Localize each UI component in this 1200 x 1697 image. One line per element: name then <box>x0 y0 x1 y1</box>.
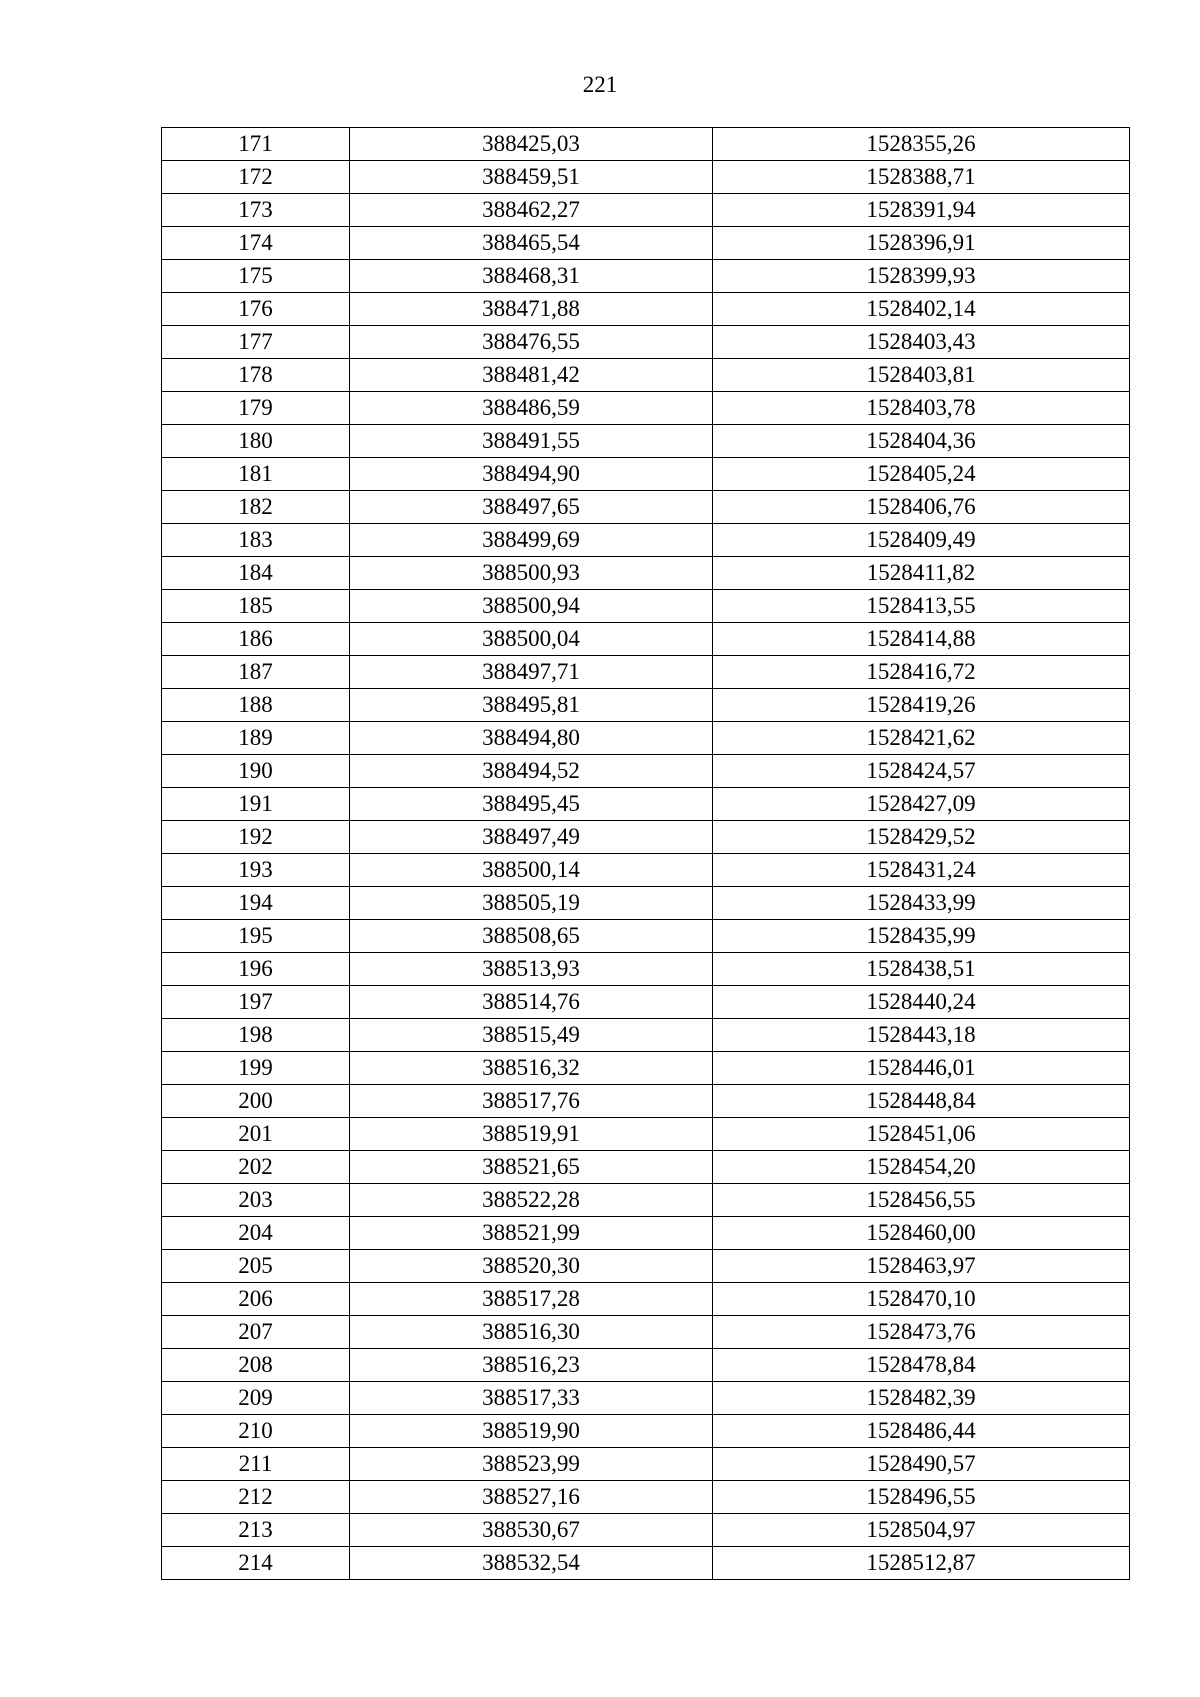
table-row <box>162 1316 1130 1349</box>
y-coordinate-cell: 1528424,57 <box>713 755 1130 788</box>
x-coordinate-cell: 388491,55 <box>350 425 713 458</box>
table-row <box>162 1118 1130 1151</box>
x-coordinate-cell: 388494,52 <box>350 755 713 788</box>
y-coordinate-cell: 1528435,99 <box>713 920 1130 953</box>
y-coordinate-cell: 1528454,20 <box>713 1151 1130 1184</box>
table-row <box>162 425 1130 458</box>
x-coordinate-cell: 388521,99 <box>350 1217 713 1250</box>
table-row <box>162 260 1130 293</box>
y-coordinate-cell: 1528396,91 <box>713 227 1130 260</box>
table-row <box>162 887 1130 920</box>
y-coordinate-cell: 1528421,62 <box>713 722 1130 755</box>
point-number-cell: 202 <box>162 1151 350 1184</box>
x-coordinate-cell: 388519,91 <box>350 1118 713 1151</box>
y-coordinate-cell: 1528406,76 <box>713 491 1130 524</box>
point-number-cell: 208 <box>162 1349 350 1382</box>
y-coordinate-cell: 1528512,87 <box>713 1547 1130 1580</box>
x-coordinate-cell: 388468,31 <box>350 260 713 293</box>
y-coordinate-cell: 1528404,36 <box>713 425 1130 458</box>
table-row <box>162 359 1130 392</box>
y-coordinate-cell: 1528478,84 <box>713 1349 1130 1382</box>
table-row <box>162 1085 1130 1118</box>
table-row <box>162 458 1130 491</box>
y-coordinate-cell: 1528403,81 <box>713 359 1130 392</box>
y-coordinate-cell: 1528414,88 <box>713 623 1130 656</box>
x-coordinate-cell: 388519,90 <box>350 1415 713 1448</box>
y-coordinate-cell: 1528403,78 <box>713 392 1130 425</box>
x-coordinate-cell: 388465,54 <box>350 227 713 260</box>
point-number-cell: 205 <box>162 1250 350 1283</box>
table-row <box>162 1481 1130 1514</box>
table-row <box>162 161 1130 194</box>
x-coordinate-cell: 388497,49 <box>350 821 713 854</box>
table-row <box>162 557 1130 590</box>
x-coordinate-cell: 388516,23 <box>350 1349 713 1382</box>
x-coordinate-cell: 388508,65 <box>350 920 713 953</box>
point-number-cell: 207 <box>162 1316 350 1349</box>
table-row <box>162 953 1130 986</box>
coordinates-table <box>161 127 1130 1580</box>
y-coordinate-cell: 1528399,93 <box>713 260 1130 293</box>
point-number-cell: 211 <box>162 1448 350 1481</box>
table-row <box>162 1448 1130 1481</box>
y-coordinate-cell: 1528448,84 <box>713 1085 1130 1118</box>
x-coordinate-cell: 388499,69 <box>350 524 713 557</box>
x-coordinate-cell: 388500,14 <box>350 854 713 887</box>
x-coordinate-cell: 388500,93 <box>350 557 713 590</box>
point-number-cell: 172 <box>162 161 350 194</box>
table-row <box>162 920 1130 953</box>
point-number-cell: 191 <box>162 788 350 821</box>
y-coordinate-cell: 1528413,55 <box>713 590 1130 623</box>
x-coordinate-cell: 388514,76 <box>350 986 713 1019</box>
point-number-cell: 193 <box>162 854 350 887</box>
point-number-cell: 177 <box>162 326 350 359</box>
point-number-cell: 173 <box>162 194 350 227</box>
point-number-cell: 206 <box>162 1283 350 1316</box>
x-coordinate-cell: 388515,49 <box>350 1019 713 1052</box>
x-coordinate-cell: 388459,51 <box>350 161 713 194</box>
y-coordinate-cell: 1528409,49 <box>713 524 1130 557</box>
y-coordinate-cell: 1528460,00 <box>713 1217 1130 1250</box>
point-number-cell: 213 <box>162 1514 350 1547</box>
x-coordinate-cell: 388500,04 <box>350 623 713 656</box>
x-coordinate-cell: 388532,54 <box>350 1547 713 1580</box>
table-row <box>162 491 1130 524</box>
table-row <box>162 854 1130 887</box>
x-coordinate-cell: 388517,28 <box>350 1283 713 1316</box>
y-coordinate-cell: 1528388,71 <box>713 161 1130 194</box>
point-number-cell: 196 <box>162 953 350 986</box>
y-coordinate-cell: 1528405,24 <box>713 458 1130 491</box>
y-coordinate-cell: 1528433,99 <box>713 887 1130 920</box>
coordinates-table-body <box>162 128 1130 1580</box>
table-row <box>162 1514 1130 1547</box>
point-number-cell: 214 <box>162 1547 350 1580</box>
table-row <box>162 1547 1130 1580</box>
page-number: 221 <box>582 72 618 97</box>
point-number-cell: 184 <box>162 557 350 590</box>
y-coordinate-cell: 1528440,24 <box>713 986 1130 1019</box>
point-number-cell: 180 <box>162 425 350 458</box>
table-row <box>162 326 1130 359</box>
table-row <box>162 293 1130 326</box>
table-row <box>162 1217 1130 1250</box>
point-number-cell: 201 <box>162 1118 350 1151</box>
table-row <box>162 1382 1130 1415</box>
y-coordinate-cell: 1528446,01 <box>713 1052 1130 1085</box>
x-coordinate-cell: 388497,65 <box>350 491 713 524</box>
y-coordinate-cell: 1528419,26 <box>713 689 1130 722</box>
x-coordinate-cell: 388471,88 <box>350 293 713 326</box>
y-coordinate-cell: 1528443,18 <box>713 1019 1130 1052</box>
point-number-cell: 185 <box>162 590 350 623</box>
x-coordinate-cell: 388520,30 <box>350 1250 713 1283</box>
x-coordinate-cell: 388495,81 <box>350 689 713 722</box>
table-row <box>162 689 1130 722</box>
table-row <box>162 194 1130 227</box>
point-number-cell: 176 <box>162 293 350 326</box>
point-number-cell: 175 <box>162 260 350 293</box>
table-row <box>162 656 1130 689</box>
point-number-cell: 181 <box>162 458 350 491</box>
table-row <box>162 1184 1130 1217</box>
table-row <box>162 821 1130 854</box>
x-coordinate-cell: 388425,03 <box>350 128 713 161</box>
table-row <box>162 755 1130 788</box>
x-coordinate-cell: 388523,99 <box>350 1448 713 1481</box>
point-number-cell: 188 <box>162 689 350 722</box>
y-coordinate-cell: 1528451,06 <box>713 1118 1130 1151</box>
x-coordinate-cell: 388513,93 <box>350 953 713 986</box>
x-coordinate-cell: 388462,27 <box>350 194 713 227</box>
point-number-cell: 171 <box>162 128 350 161</box>
point-number-cell: 179 <box>162 392 350 425</box>
point-number-cell: 209 <box>162 1382 350 1415</box>
x-coordinate-cell: 388500,94 <box>350 590 713 623</box>
table-row <box>162 227 1130 260</box>
point-number-cell: 186 <box>162 623 350 656</box>
table-row <box>162 623 1130 656</box>
table-row <box>162 392 1130 425</box>
point-number-cell: 189 <box>162 722 350 755</box>
x-coordinate-cell: 388530,67 <box>350 1514 713 1547</box>
y-coordinate-cell: 1528470,10 <box>713 1283 1130 1316</box>
table-row <box>162 128 1130 161</box>
table-row <box>162 1283 1130 1316</box>
y-coordinate-cell: 1528486,44 <box>713 1415 1130 1448</box>
x-coordinate-cell: 388517,33 <box>350 1382 713 1415</box>
point-number-cell: 197 <box>162 986 350 1019</box>
table-row <box>162 524 1130 557</box>
x-coordinate-cell: 388494,80 <box>350 722 713 755</box>
point-number-cell: 212 <box>162 1481 350 1514</box>
x-coordinate-cell: 388494,90 <box>350 458 713 491</box>
x-coordinate-cell: 388522,28 <box>350 1184 713 1217</box>
x-coordinate-cell: 388516,30 <box>350 1316 713 1349</box>
x-coordinate-cell: 388521,65 <box>350 1151 713 1184</box>
table-row <box>162 788 1130 821</box>
table-row <box>162 986 1130 1019</box>
point-number-cell: 192 <box>162 821 350 854</box>
point-number-cell: 174 <box>162 227 350 260</box>
table-row <box>162 1151 1130 1184</box>
x-coordinate-cell: 388527,16 <box>350 1481 713 1514</box>
y-coordinate-cell: 1528473,76 <box>713 1316 1130 1349</box>
y-coordinate-cell: 1528411,82 <box>713 557 1130 590</box>
y-coordinate-cell: 1528402,14 <box>713 293 1130 326</box>
x-coordinate-cell: 388497,71 <box>350 656 713 689</box>
point-number-cell: 203 <box>162 1184 350 1217</box>
x-coordinate-cell: 388516,32 <box>350 1052 713 1085</box>
y-coordinate-cell: 1528438,51 <box>713 953 1130 986</box>
table-row <box>162 1415 1130 1448</box>
point-number-cell: 204 <box>162 1217 350 1250</box>
table-row <box>162 590 1130 623</box>
table-row <box>162 1052 1130 1085</box>
y-coordinate-cell: 1528416,72 <box>713 656 1130 689</box>
table-row <box>162 1019 1130 1052</box>
x-coordinate-cell: 388481,42 <box>350 359 713 392</box>
y-coordinate-cell: 1528463,97 <box>713 1250 1130 1283</box>
x-coordinate-cell: 388505,19 <box>350 887 713 920</box>
point-number-cell: 210 <box>162 1415 350 1448</box>
y-coordinate-cell: 1528482,39 <box>713 1382 1130 1415</box>
point-number-cell: 194 <box>162 887 350 920</box>
y-coordinate-cell: 1528403,43 <box>713 326 1130 359</box>
y-coordinate-cell: 1528504,97 <box>713 1514 1130 1547</box>
y-coordinate-cell: 1528496,55 <box>713 1481 1130 1514</box>
point-number-cell: 183 <box>162 524 350 557</box>
table-row <box>162 1250 1130 1283</box>
point-number-cell: 182 <box>162 491 350 524</box>
y-coordinate-cell: 1528456,55 <box>713 1184 1130 1217</box>
y-coordinate-cell: 1528427,09 <box>713 788 1130 821</box>
y-coordinate-cell: 1528429,52 <box>713 821 1130 854</box>
point-number-cell: 178 <box>162 359 350 392</box>
x-coordinate-cell: 388476,55 <box>350 326 713 359</box>
point-number-cell: 195 <box>162 920 350 953</box>
y-coordinate-cell: 1528355,26 <box>713 128 1130 161</box>
x-coordinate-cell: 388517,76 <box>350 1085 713 1118</box>
point-number-cell: 198 <box>162 1019 350 1052</box>
point-number-cell: 190 <box>162 755 350 788</box>
y-coordinate-cell: 1528490,57 <box>713 1448 1130 1481</box>
y-coordinate-cell: 1528431,24 <box>713 854 1130 887</box>
table-row <box>162 1349 1130 1382</box>
point-number-cell: 187 <box>162 656 350 689</box>
point-number-cell: 200 <box>162 1085 350 1118</box>
x-coordinate-cell: 388486,59 <box>350 392 713 425</box>
table-row <box>162 722 1130 755</box>
y-coordinate-cell: 1528391,94 <box>713 194 1130 227</box>
x-coordinate-cell: 388495,45 <box>350 788 713 821</box>
point-number-cell: 199 <box>162 1052 350 1085</box>
